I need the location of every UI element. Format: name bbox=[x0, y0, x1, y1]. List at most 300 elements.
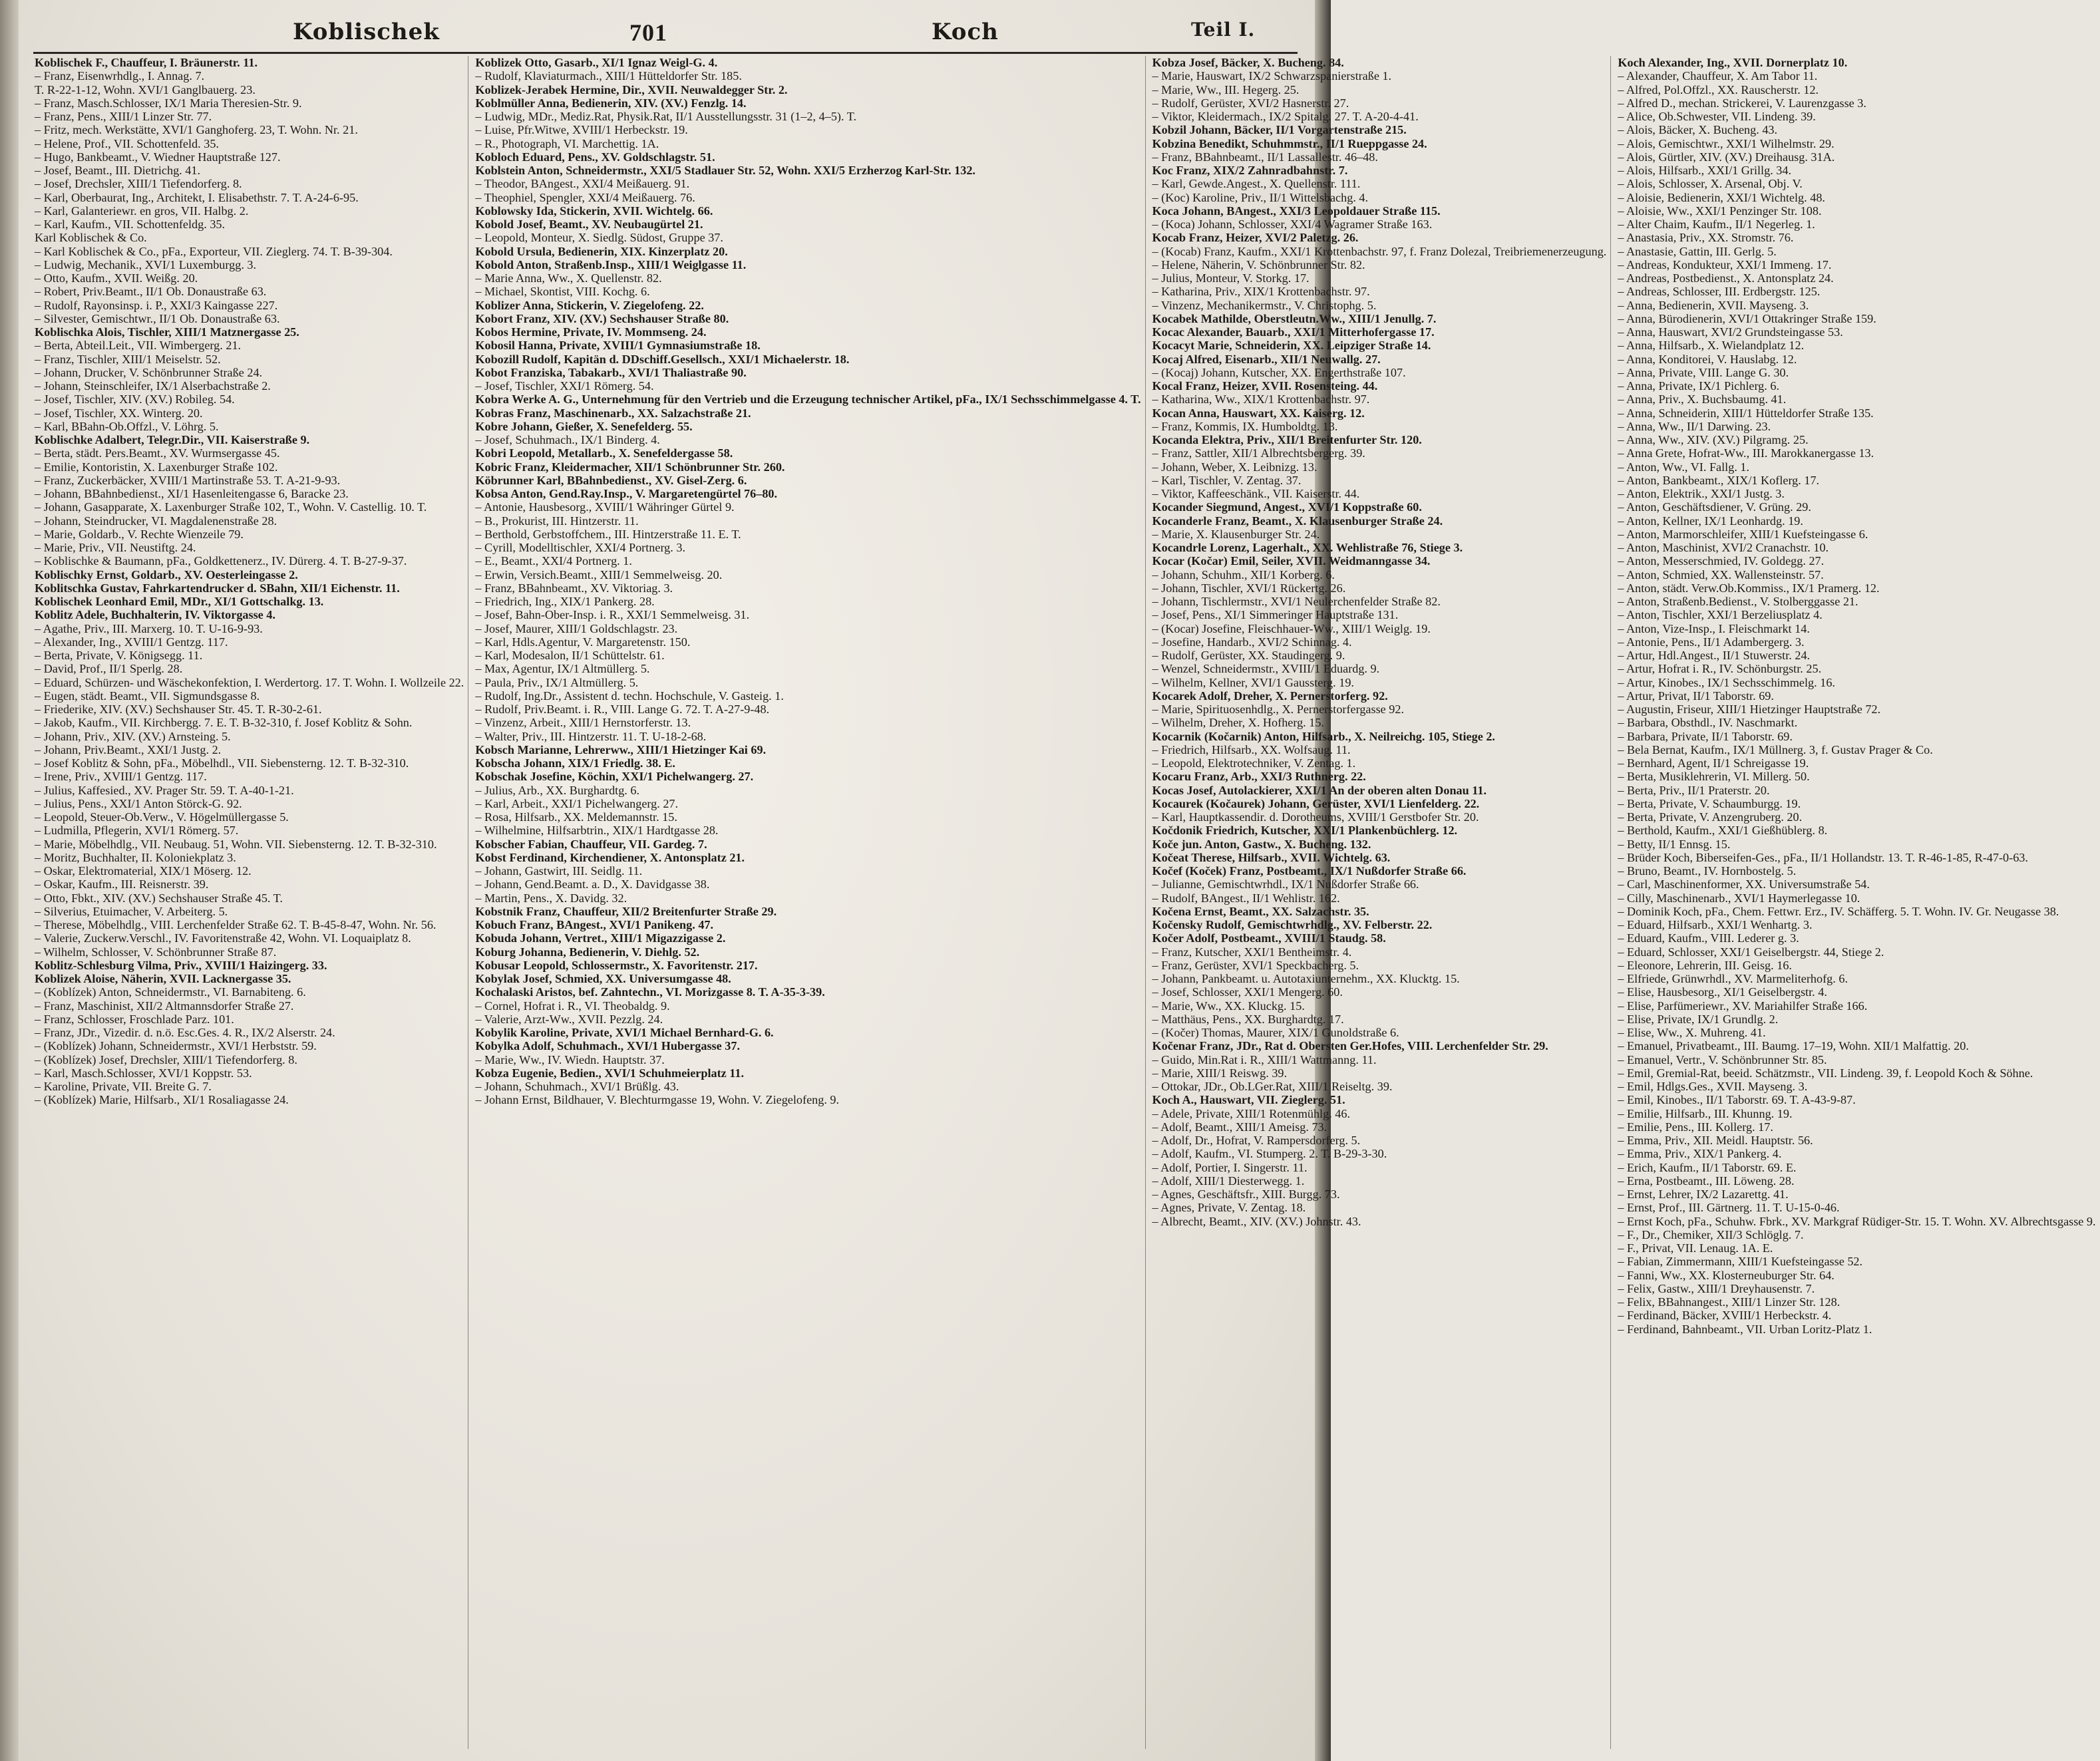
directory-entry: – Aloisie, Bedienerin, XXI/1 Wichtelg. 48. bbox=[1618, 190, 1825, 204]
directory-entry: – Guido, Min.Rat i. R., XIII/1 Wattmanng. 11. bbox=[1152, 1052, 1377, 1066]
directory-entry: Kočeat Therese, Hilfsarb., XVII. Wichtelg. 63. bbox=[1152, 850, 1391, 864]
directory-entry: – Wenzel, Schneidermstr., XVIII/1 Eduardg. 9. bbox=[1152, 662, 1380, 676]
directory-entry: – (Kočer) Thomas, Maurer, XIX/1 Gunoldstraße 6. bbox=[1152, 1026, 1399, 1039]
directory-entry: – Karoline, Private, VII. Breite G. 7. bbox=[35, 1080, 212, 1093]
header-right-keyword: Koch bbox=[932, 19, 999, 45]
directory-entry: Kobzina Benedikt, Schuhmmstr., II/1 Rueppgasse 24. bbox=[1152, 136, 1427, 150]
directory-entry: Koblischke Adalbert, Telegr.Dir., VII. Kaiserstraße 9. bbox=[35, 433, 310, 446]
directory-entry: – Friedrich, Hilfsarb., XX. Wolfsaug. 11. bbox=[1152, 742, 1351, 756]
directory-entry: – Emil, Hdlgs.Ges., XVII. Mayseng. 3. bbox=[1618, 1080, 1808, 1093]
directory-entry: – (Koca) Johann, Schlosser, XXI/4 Wagramer Straße 163. bbox=[1152, 218, 1433, 231]
directory-entry: Kobylik Karoline, Private, XVI/1 Michael Bernhard-G. 6. bbox=[475, 1026, 774, 1039]
directory-entry: – Alexander, Chauffeur, X. Am Tabor 11. bbox=[1618, 69, 1818, 83]
directory-entry: – Franz, Gerüster, XVI/1 Speckbacherg. 5. bbox=[1152, 958, 1359, 972]
directory-entry: – Johann, BBahnbedienst., XI/1 Hasenleitengasse 6, Baracke 23. bbox=[35, 487, 349, 500]
directory-entry: – Cyrill, Modelltischler, XXI/4 Portnerg. 3. bbox=[475, 541, 685, 554]
directory-entry: – Leopold, Monteur, X. Siedlg. Südost, Gruppe 37. bbox=[475, 231, 723, 245]
directory-entry: – Max, Agentur, IX/1 Altmüllerg. 5. bbox=[475, 662, 650, 676]
directory-entry: – Adolf, Beamt., XIII/1 Ameisg. 73. bbox=[1152, 1120, 1327, 1134]
directory-entry: – Wilhelm, Schlosser, V. Schönbrunner Straße 87. bbox=[35, 945, 277, 959]
directory-entry: Kobza Eugenie, Bedien., XVI/1 Schuhmeierplatz 11. bbox=[475, 1066, 745, 1080]
directory-entry: – Johann, Priv.Beamt., XXI/1 Justg. 2. bbox=[35, 742, 222, 756]
directory-entry: Kočensky Rudolf, Gemischtwrhdlg., XV. Felberstr. 22. bbox=[1152, 918, 1433, 931]
directory-entry: – Anna, Konditorei, V. Hauslabg. 12. bbox=[1618, 352, 1797, 366]
directory-entry: – Berta, Abteil.Leit., VII. Wimbergerg. 21. bbox=[35, 339, 242, 353]
directory-entry: – Carl, Maschinenformer, XX. Universumstraße 54. bbox=[1618, 878, 1870, 891]
directory-entry: – Emma, Priv., XIX/1 Pankerg. 4. bbox=[1618, 1147, 1782, 1161]
directory-entry: – Martin, Pens., X. Davidg. 32. bbox=[475, 891, 627, 905]
directory-entry: – Adolf, Kaufm., VI. Stumperg. 2. T. B-29-3-30. bbox=[1152, 1147, 1387, 1161]
directory-entry: – Matthäus, Pens., XX. Burghardtg. 17. bbox=[1152, 1012, 1344, 1026]
directory-entry: – Fabian, Zimmermann, XIII/1 Kuefsteingasse 52. bbox=[1618, 1255, 1863, 1269]
directory-entry: – Viktor, Kaffeeschänk., VII. Kaiserstr. 44. bbox=[1152, 487, 1360, 500]
directory-entry: – Franz, Pens., XIII/1 Linzer Str. 77. bbox=[35, 110, 212, 123]
directory-entry: – Agnes, Private, V. Zentag. 18. bbox=[1152, 1201, 1306, 1215]
directory-entry: – Eleonore, Lehrerin, III. Geisg. 16. bbox=[1618, 958, 1792, 972]
directory-entry: – Franz, Tischler, XIII/1 Meiselstr. 52. bbox=[35, 352, 221, 366]
directory-entry: Koblitz-Schlesburg Vilma, Priv., XVIII/1 Haizingerg. 33. bbox=[35, 958, 327, 972]
directory-entry: – Felix, BBahnangest., XIII/1 Linzer Str. 128. bbox=[1618, 1295, 1840, 1309]
directory-entry: – Berthold, Gerbstoffchem., III. Hintzerstraße 11. E. T. bbox=[475, 527, 741, 541]
directory-entry: – Karl, BBahn-Ob.Offzl., V. Löhrg. 5. bbox=[35, 419, 219, 433]
directory-entry: – Julius, Monteur, V. Storkg. 17. bbox=[1152, 271, 1310, 285]
directory-entry: – Eduard, Hilfsarb., XXI/1 Wenhartg. 3. bbox=[1618, 918, 1813, 931]
directory-entry: Kobylka Adolf, Schuhmach., XVI/1 Hubergasse 37. bbox=[475, 1039, 740, 1053]
directory-entry: Kočef (Koček) Franz, Postbeamt., IX/1 Nußdorfer Straße 66. bbox=[1152, 864, 1467, 878]
directory-entry: – Johann, Gasapparate, X. Laxenburger Straße 102, T., Wohn. V. Castellig. 10. T. bbox=[35, 500, 427, 514]
directory-entry: – (Koblízek) Marie, Hilfsarb., XI/1 Rosaliagasse 24. bbox=[35, 1093, 289, 1107]
directory-entry: Kocal Franz, Heizer, XVII. Rosensteing. 44. bbox=[1152, 379, 1378, 393]
directory-entry: T. R-22-1-12, Wohn. XVI/1 Ganglbauerg. 23. bbox=[35, 82, 256, 96]
directory-entry: – Elise, Ww., X. Muhreng. 41. bbox=[1618, 1026, 1766, 1039]
directory-entry: – Franz, Schlosser, Froschlade Parz. 101. bbox=[35, 1012, 234, 1026]
directory-entry: – Anton, Tischler, XXI/1 Berzeliusplatz 4. bbox=[1618, 608, 1823, 622]
directory-entry: – Rudolf, Gerüster, XVI/2 Hasnerstr. 27. bbox=[1152, 96, 1349, 110]
directory-entry: – Theophiel, Spengler, XXI/4 Meißauerg. 76. bbox=[475, 190, 695, 204]
directory-entry: – Anton, Vize-Insp., I. Fleischmarkt 14. bbox=[1618, 621, 1810, 635]
directory-entry: Kobric Franz, Kleidermacher, XII/1 Schönbrunner Str. 260. bbox=[475, 460, 785, 474]
directory-entry: – Karl, Gewde.Angest., X. Quellenstr. 111. bbox=[1152, 177, 1361, 191]
directory-entry: Kobozill Rudolf, Kapitän d. DDschiff.Gesellsch., XXI/1 Michaelerstr. 18. bbox=[475, 352, 850, 366]
directory-entry: – Josef, Schuhmach., IX/1 Binderg. 4. bbox=[475, 433, 660, 446]
directory-entry: – Bela Bernat, Kaufm., IX/1 Müllnerg. 3, f. Gustav Prager & Co. bbox=[1618, 742, 1933, 756]
directory-entry: – Karl, Modesalon, II/1 Schüttelstr. 61. bbox=[475, 649, 665, 662]
directory-entry: – Artur, Hdl.Angest., II/1 Stuwerstr. 24. bbox=[1618, 649, 1811, 662]
directory-entry: – Wilhelm, Dreher, X. Hofherg. 15. bbox=[1152, 716, 1325, 730]
directory-entry: – Elise, Hausbesorg., XI/1 Geiselbergstr. 4. bbox=[1618, 985, 1827, 999]
directory-entry: – Emanuel, Privatbeamt., III. Baumg. 17–19, Wohn. XII/1 Malfattig. 20. bbox=[1618, 1039, 1969, 1053]
header-left-keyword: Koblischek bbox=[293, 19, 440, 45]
directory-entry: – Johann, Priv., XIV. (XV.) Arnsteing. 5. bbox=[35, 729, 231, 743]
directory-entry: – Marie Anna, Ww., X. Quellenstr. 82. bbox=[475, 271, 662, 285]
directory-entry: – Marie, X. Klausenburger Str. 24. bbox=[1152, 527, 1320, 541]
directory-entry: – Johann, Tischlermstr., XVI/1 Neulerchenfelder Straße 82. bbox=[1152, 595, 1441, 608]
directory-entry: – Johann, Schuhmach., XVI/1 Brüßlg. 43. bbox=[475, 1080, 679, 1093]
directory-entry: – Franz, Maschinist, XII/2 Altmannsdorfer Straße 27. bbox=[35, 999, 294, 1013]
directory-entry: – Therese, Möbelhdlg., VIII. Lerchenfelder Straße 62. T. B-45-8-47, Wohn. Nr. 56. bbox=[35, 918, 437, 931]
directory-entry: Koblitschka Gustav, Fahrkartendrucker d. SBahn, XII/1 Eichenstr. 11. bbox=[35, 581, 400, 595]
directory-entry: – Otto, Fbkt., XIV. (XV.) Sechshauser Straße 45. T. bbox=[35, 891, 283, 905]
directory-entry: – F., Dr., Chemiker, XII/3 Schlöglg. 7. bbox=[1618, 1227, 1804, 1241]
directory-entry: – Anna, Bürodienerin, XVI/1 Ottakringer Straße 159. bbox=[1618, 311, 1876, 325]
directory-entry: – Josef Koblitz & Sohn, pFa., Möbelhdl., VII. Siebensterng. 12. T. B-32-310. bbox=[35, 756, 409, 770]
directory-entry: – Alois, Bäcker, X. Bucheng. 43. bbox=[1618, 123, 1778, 137]
directory-entry: – Barbara, Obsthdl., IV. Naschmarkt. bbox=[1618, 716, 1798, 730]
directory-entry: – Andreas, Postbedienst., X. Antonsplatz 24. bbox=[1618, 271, 1834, 285]
directory-entry: Koblischek Leonhard Emil, MDr., XI/1 Gottschalkg. 13. bbox=[35, 595, 324, 608]
directory-entry: – Alexander, Ing., XVIII/1 Gentzg. 117. bbox=[35, 635, 228, 649]
directory-entry: – Leopold, Steuer-Ob.Verw., V. Högelmüllergasse 5. bbox=[35, 810, 289, 824]
directory-entry: Koblizek Aloise, Näherin, XVII. Lacknergasse 35. bbox=[35, 972, 291, 985]
directory-entry: Koblischka Alois, Tischler, XIII/1 Matznergasse 25. bbox=[35, 325, 299, 339]
directory-entry: – Elise, Parfümeriewr., XV. Mariahilfer Straße 166. bbox=[1618, 999, 1868, 1013]
directory-entry: – Viktor, Kleidermach., IX/2 Spitalg. 27. T. A-20-4-41. bbox=[1152, 110, 1419, 123]
directory-columns bbox=[35, 56, 2096, 1749]
directory-entry: – Andreas, Schlosser, III. Erdbergstr. 125. bbox=[1618, 285, 1821, 299]
directory-entry: – Rudolf, Gerüster, XX. Staudingerg. 9. bbox=[1152, 649, 1345, 662]
directory-entry: – Marie, Möbelhdlg., VII. Neubaug. 51, Wohn. VII. Siebensterng. 12. T. B-32-310. bbox=[35, 837, 437, 851]
directory-entry: – Rudolf, Ing.Dr., Assistent d. techn. Hochschule, V. Gasteig. 1. bbox=[475, 689, 784, 703]
directory-entry: Kochalaski Aristos, bef. Zahntechn., VI. Morizgasse 8. T. A-35-3-39. bbox=[475, 985, 825, 999]
directory-entry: Kobstnik Franz, Chauffeur, XII/2 Breitenfurter Straße 29. bbox=[475, 904, 777, 918]
directory-entry: – Josefine, Handarb., XVI/2 Schinnag. 4. bbox=[1152, 635, 1352, 649]
directory-entry: – Michael, Skontist, VIII. Kochg. 6. bbox=[475, 285, 650, 299]
directory-entry: – Wilhelmine, Hilfsarbtrin., XIX/1 Hardtgasse 28. bbox=[475, 824, 719, 838]
directory-entry: Koblmüller Anna, Bedienerin, XIV. (XV.) Fenzlg. 14. bbox=[475, 96, 747, 110]
directory-entry: – Berta, Private, V. Anzengruberg. 20. bbox=[1618, 810, 1803, 824]
directory-entry: – Adolf, XIII/1 Diesterwegg. 1. bbox=[1152, 1174, 1305, 1188]
directory-entry: – Friedrich, Ing., XIX/1 Pankerg. 28. bbox=[475, 595, 655, 608]
directory-entry: – Erna, Postbeamt., III. Löweng. 28. bbox=[1618, 1174, 1795, 1188]
directory-entry: – Anna, Ww., XIV. (XV.) Pilgramg. 25. bbox=[1618, 433, 1809, 446]
directory-entry: – (Kocar) Josefine, Fleischhauer-Ww., XIII/1 Weiglg. 19. bbox=[1152, 621, 1431, 635]
directory-entry: – Karl, Hauptkassendir. d. Dorotheums, XVIII/1 Gerstbofer Str. 20. bbox=[1152, 810, 1479, 824]
directory-entry: – Alois, Schlosser, X. Arsenal, Obj. V. bbox=[1618, 177, 1803, 191]
directory-entry: – Eduard, Schlosser, XXI/1 Geiselbergstr. 44, Stiege 2. bbox=[1618, 945, 1884, 959]
directory-entry: Koblstein Anton, Schneidermstr., XXI/5 Stadlauer Str. 52, Wohn. XXI/5 Erzherzog Karl-Str. 132. bbox=[475, 164, 975, 177]
directory-entry: – Franz, BBahnbeamt., XV. Viktoriag. 3. bbox=[475, 581, 673, 595]
directory-entry: – Josef, Maurer, XIII/1 Goldschlagstr. 23. bbox=[475, 621, 678, 635]
directory-entry: – Vinzenz, Mechanikermstr., V. Christophg. 5. bbox=[1152, 298, 1377, 312]
directory-entry: Koblizek-Jerabek Hermine, Dir., XVII. Neuwaldegger Str. 2. bbox=[475, 82, 788, 96]
directory-entry: Kobzil Johann, Bäcker, II/1 Vorgartenstraße 215. bbox=[1152, 123, 1407, 137]
directory-entry: – (Koblízek) Johann, Schneidermstr., XVI/1 Herbststr. 59. bbox=[35, 1039, 317, 1053]
directory-entry: – Luise, Pfr.Witwe, XVIII/1 Herbeckstr. 19. bbox=[475, 123, 688, 137]
directory-entry: – Berta, Private, V. Königsegg. 11. bbox=[35, 649, 203, 662]
directory-entry: Kočena Ernst, Beamt., XX. Salzachstr. 35. bbox=[1152, 904, 1369, 918]
directory-entry: – Aloisie, Ww., XXI/1 Penzinger Str. 108. bbox=[1618, 204, 1822, 218]
directory-entry: – Ernst Koch, pFa., Schuhw. Fbrk., XV. Markgraf Rüdiger-Str. 15. T. Wohn. XV. Albrechtsgasse 9. bbox=[1618, 1214, 2096, 1228]
directory-entry: – Johann, Gend.Beamt. a. D., X. Davidgasse 38. bbox=[475, 878, 710, 891]
directory-entry: – Leopold, Elektrotechniker, V. Zentag. 1. bbox=[1152, 756, 1356, 770]
directory-entry: – Jakob, Kaufm., VII. Kirchbergg. 7. E. T. B-32-310, f. Josef Koblitz & Sohn. bbox=[35, 716, 413, 730]
directory-entry: – Paula, Priv., IX/1 Altmüllerg. 5. bbox=[475, 675, 639, 689]
directory-entry: – Augustin, Friseur, XIII/1 Hietzinger Hauptstraße 72. bbox=[1618, 703, 1881, 716]
directory-entry: Kobuda Johann, Vertret., XIII/1 Migazzigasse 2. bbox=[475, 931, 726, 945]
directory-entry: – Emilie, Hilfsarb., III. Khunng. 19. bbox=[1618, 1106, 1793, 1120]
directory-entry: – Alfred, Pol.Offzl., XX. Rauscherstr. 12. bbox=[1618, 82, 1819, 96]
directory-entry: – Ludwig, Mechanik., XVI/1 Luxemburgg. 3. bbox=[35, 257, 257, 271]
directory-entry: – E., Beamt., XXI/4 Portnerg. 1. bbox=[475, 554, 632, 568]
directory-entry: – Valerie, Arzt-Ww., XVII. Pezzlg. 24. bbox=[475, 1012, 663, 1026]
directory-entry: Koca Johann, BAngest., XXI/3 Leopoldauer Straße 115. bbox=[1152, 204, 1441, 218]
directory-entry: – Johann, Steinschleifer, IX/1 Alserbachstraße 2. bbox=[35, 379, 271, 393]
directory-entry: Kocaru Franz, Arb., XXI/3 Ruthnerg. 22. bbox=[1152, 770, 1366, 784]
directory-entry: Kocan Anna, Hauswart, XX. Kaiserg. 12. bbox=[1152, 406, 1365, 420]
directory-entry: Kocarek Adolf, Dreher, X. Pernerstorferg. 92. bbox=[1152, 689, 1388, 703]
directory-entry: – Silvester, Gemischtwr., II/1 Ob. Donaustraße 63. bbox=[35, 311, 280, 325]
directory-entry: – Koblischke & Baumann, pFa., Goldkettenerz., IV. Dürerg. 4. T. B-27-9-37. bbox=[35, 554, 407, 568]
directory-entry: – Julianne, Gemischtwrhdl., IX/1 Nußdorfer Straße 66. bbox=[1152, 878, 1419, 891]
directory-entry: Kobsch Marianne, Lehrerww., XIII/1 Hietzinger Kai 69. bbox=[475, 742, 767, 756]
directory-entry: – Julius, Kaffesied., XV. Prager Str. 59. T. A-40-1-21. bbox=[35, 783, 294, 797]
page-left-edge bbox=[0, 0, 19, 1761]
directory-entry: Kobloch Eduard, Pens., XV. Goldschlagstr. 51. bbox=[475, 150, 715, 164]
directory-entry: – Erich, Kaufm., II/1 Taborstr. 69. E. bbox=[1618, 1160, 1797, 1174]
directory-entry: Kocandrle Lorenz, Lagerhalt., XX. Wehlistraße 76, Stiege 3. bbox=[1152, 541, 1463, 554]
directory-entry: – Elfriede, Grünwrhdl., XV. Marmeliterhofg. 6. bbox=[1618, 972, 1848, 985]
directory-entry: – Berthold, Kaufm., XXI/1 Gießhüblerg. 8. bbox=[1618, 824, 1828, 838]
directory-entry: – Emilie, Pens., III. Kollerg. 17. bbox=[1618, 1120, 1773, 1134]
directory-entry: – Friederike, XIV. (XV.) Sechshauser Str. 45. T. R-30-2-61. bbox=[35, 703, 322, 716]
directory-entry: – Katharina, Priv., XIX/1 Krottenbachstr. 97. bbox=[1152, 285, 1370, 299]
directory-entry: – (Kocaj) Johann, Kutscher, XX. Engerthstraße 107. bbox=[1152, 365, 1406, 379]
directory-entry: – Agathe, Priv., III. Marxerg. 10. T. U-16-9-93. bbox=[35, 621, 263, 635]
directory-entry: – Antonie, Hausbesorg., XVIII/1 Währinger Gürtel 9. bbox=[475, 500, 735, 514]
directory-entry: Kocaurek (Kočaurek) Johann, Gerüster, XVI/1 Lienfelderg. 22. bbox=[1152, 796, 1480, 810]
directory-entry: – Ferdinand, Bahnbeamt., VII. Urban Loritz-Platz 1. bbox=[1618, 1322, 1872, 1336]
directory-entry: – Oskar, Kaufm., III. Reisnerstr. 39. bbox=[35, 878, 209, 891]
directory-entry: – Emanuel, Vertr., V. Schönbrunner Str. 85. bbox=[1618, 1052, 1827, 1066]
directory-entry: – Anna Grete, Hofrat-Ww., III. Marokkanergasse 13. bbox=[1618, 446, 1874, 460]
directory-entry: – Moritz, Buchhalter, II. Koloniekplatz 3. bbox=[35, 850, 236, 864]
directory-entry: Kobosil Hanna, Private, XVIII/1 Gymnasiumstraße 18. bbox=[475, 339, 761, 353]
directory-entry: – Franz, Eisenwrhdlg., I. Annag. 7. bbox=[35, 69, 205, 83]
directory-entry: – Wilhelm, Kellner, XVI/1 Gaussterg. 19. bbox=[1152, 675, 1354, 689]
directory-entry: – Agnes, Geschäftsfr., XIII. Burgg. 73. bbox=[1152, 1188, 1340, 1201]
directory-entry: – Barbara, Private, II/1 Taborstr. 69. bbox=[1618, 729, 1793, 743]
directory-entry: – Marie, Ww., XX. Kluckg. 15. bbox=[1152, 999, 1305, 1013]
directory-entry: Kobold Anton, Straßenb.Insp., XIII/1 Weiglgasse 11. bbox=[475, 257, 747, 271]
directory-entry: – Anna, Ww., II/1 Darwing. 23. bbox=[1618, 419, 1771, 433]
directory-entry: – Theodor, BAngest., XXI/4 Meißauerg. 91. bbox=[475, 177, 690, 191]
directory-entry: – Julius, Arb., XX. Burghardtg. 6. bbox=[475, 783, 640, 797]
directory-entry: – Alois, Gürtler, XIV. (XV.) Dreihausg. 31A. bbox=[1618, 150, 1835, 164]
directory-entry: – Ottokar, JDr., Ob.LGer.Rat, XIII/1 Reiseltg. 39. bbox=[1152, 1080, 1393, 1093]
directory-entry: – Anton, Bankbeamt., XIX/1 Koflerg. 17. bbox=[1618, 473, 1820, 487]
directory-entry: – Ludwig, MDr., Mediz.Rat, Physik.Rat, II/1 Ausstellungsstr. 31 (1–2, 4–5). T. bbox=[475, 110, 857, 123]
directory-entry: Kobold Josef, Beamt., XV. Neubaugürtel 21. bbox=[475, 218, 703, 231]
directory-entry: Kočenar Franz, JDr., Rat d. Obersten Ger.Hofes, VIII. Lerchenfelder Str. 29. bbox=[1152, 1039, 1548, 1053]
directory-entry: Kobscha Johann, XIX/1 Friedlg. 38. E. bbox=[475, 756, 675, 770]
directory-entry: – Johann, Tischler, XVI/1 Rückertg. 26. bbox=[1152, 581, 1346, 595]
directory-entry: Koblizek Otto, Gasarb., XI/1 Ignaz Weigl-G. 4. bbox=[475, 56, 718, 69]
directory-entry: – Anton, Geschäftsdiener, V. Grüng. 29. bbox=[1618, 500, 1811, 514]
directory-entry: – Karl, Tischler, V. Zentag. 37. bbox=[1152, 473, 1302, 487]
directory-entry: – Franz, JDr., Vizedir. d. n.ö. Esc.Ges. 4. R., IX/2 Alserstr. 24. bbox=[35, 1026, 335, 1039]
directory-entry: Kobsa Anton, Gend.Ray.Insp., V. Margaretengürtel 76–80. bbox=[475, 487, 778, 500]
directory-entry: Kobst Ferdinand, Kirchendiener, X. Antonsplatz 21. bbox=[475, 850, 745, 864]
directory-entry: – Anton, Straßenb.Bedienst., V. Stolberggasse 21. bbox=[1618, 595, 1858, 608]
directory-entry: – F., Privat, VII. Lenaug. 1A. E. bbox=[1618, 1241, 1773, 1255]
directory-entry: Kocarnik (Kočarnik) Anton, Hilfsarb., X. Neilreichg. 105, Stiege 2. bbox=[1152, 729, 1495, 743]
directory-entry: – Otto, Kaufm., XVII. Weißg. 20. bbox=[35, 271, 198, 285]
directory-entry: – Johann Ernst, Bildhauer, V. Blechturmgasse 19, Wohn. V. Ziegelofeng. 9. bbox=[475, 1093, 840, 1107]
directory-entry: – Artur, Privat, II/1 Taborstr. 69. bbox=[1618, 689, 1774, 703]
directory-entry: – Karl, Kaufm., VII. Schottenfeldg. 35. bbox=[35, 218, 226, 231]
directory-entry: – Josef, Drechsler, XIII/1 Tiefendorferg. 8. bbox=[35, 177, 242, 191]
directory-entry: – Karl Koblischek & Co., pFa., Exporteur, VII. Zieglerg. 74. T. B-39-304. bbox=[35, 244, 393, 258]
directory-entry: – Anna, Bedienerin, XVII. Mayseng. 3. bbox=[1618, 298, 1809, 312]
directory-entry: – Silverius, Etuimacher, V. Arbeiterg. 5. bbox=[35, 904, 228, 918]
directory-entry: Kobylak Josef, Schmied, XX. Universumgasse 48. bbox=[475, 972, 731, 985]
directory-entry: Kobschak Josefine, Köchin, XXI/1 Pichelwangerg. 27. bbox=[475, 770, 754, 784]
directory-entry: – Josef, Bahn-Ober-Insp. i. R., XXI/1 Semmelweisg. 31. bbox=[475, 608, 750, 622]
directory-entry: – Karl, Arbeit., XXI/1 Pichelwangerg. 27. bbox=[475, 796, 679, 810]
directory-entry: – Josef, Pens., XI/1 Simmeringer Hauptstraße 131. bbox=[1152, 608, 1399, 622]
directory-entry: – Albrecht, Beamt., XIV. (XV.) Johnstr. 43. bbox=[1152, 1214, 1361, 1228]
directory-entry: – (Koblízek) Josef, Drechsler, XIII/1 Tiefendorferg. 8. bbox=[35, 1052, 297, 1066]
directory-entry: Koblizer Anna, Stickerin, V. Ziegelofeng. 22. bbox=[475, 298, 704, 312]
directory-entry: – Robert, Priv.Beamt., II/1 Ob. Donaustraße 63. bbox=[35, 285, 267, 299]
directory-entry: – Josef, Tischler, XIV. (XV.) Robileg. 54. bbox=[35, 393, 235, 406]
header-rule bbox=[33, 52, 1298, 54]
directory-entry: – Eduard, Schürzen- und Wäschekonfektion, I. Werdertorg. 17. T. Wohn. I. Wollzeile 22. bbox=[35, 675, 464, 689]
directory-column-1 bbox=[35, 56, 468, 1749]
directory-entry: – Eduard, Kaufm., VIII. Lederer g. 3. bbox=[1618, 931, 1799, 945]
directory-entry: Koblitz Adele, Buchhalterin, IV. Viktorgasse 4. bbox=[35, 608, 275, 622]
directory-entry: – Anton, städt. Verw.Ob.Kommiss., IX/1 Pramerg. 12. bbox=[1618, 581, 1880, 595]
directory-entry: – Johann, Pankbeamt. u. Autotaxiunternehm., XX. Klucktg. 15. bbox=[1152, 972, 1460, 985]
directory-entry: – Fanni, Ww., XX. Klosterneuburger Str. 64. bbox=[1618, 1268, 1835, 1282]
directory-entry: Kocaj Alfred, Eisenarb., XII/1 Neuwallg. 27. bbox=[1152, 352, 1381, 366]
directory-entry: – Rosa, Hilfsarb., XX. Meldemannstr. 15. bbox=[475, 810, 677, 824]
directory-entry: Kočer Adolf, Postbeamt., XVIII/1 Staudg. 58. bbox=[1152, 931, 1386, 945]
directory-entry: – Marie, Spirituosenhdlg., X. Pernerstorfergasse 92. bbox=[1152, 703, 1405, 716]
directory-entry: Koch A., Hauswart, VII. Zieglerg. 51. bbox=[1152, 1093, 1345, 1107]
directory-entry: – Anastasie, Gattin, III. Gerlg. 5. bbox=[1618, 244, 1777, 258]
directory-entry: – Franz, Kommis, IX. Humboldtg. 13. bbox=[1152, 419, 1338, 433]
directory-entry: – Cornel, Hofrat i. R., VI. Theobaldg. 9. bbox=[475, 999, 670, 1013]
directory-entry: Kocas Josef, Autolackierer, XXI/1 An der oberen alten Donau 11. bbox=[1152, 783, 1487, 797]
directory-entry: Kobra Werke A. G., Unternehmung für den Vertrieb und die Erzeugung technischer Artikel, pFa., IX/1 Sechsschimmelgasse 4. T. bbox=[475, 393, 1141, 406]
directory-entry: – Bruno, Beamt., IV. Hornbostelg. 5. bbox=[1618, 864, 1797, 878]
directory-entry: – Emil, Kinobes., II/1 Taborstr. 69. T. A-43-9-87. bbox=[1618, 1093, 1856, 1107]
directory-column-3 bbox=[1152, 56, 1612, 1749]
directory-entry: – Emma, Priv., XII. Meidl. Hauptstr. 56. bbox=[1618, 1134, 1813, 1147]
directory-entry: – Anna, Schneiderin, XIII/1 Hütteldorfer Straße 135. bbox=[1618, 406, 1874, 420]
directory-entry: – Johann, Weber, X. Leibnizg. 13. bbox=[1152, 460, 1317, 474]
directory-entry: – Hugo, Bankbeamt., V. Wiedner Hauptstraße 127. bbox=[35, 150, 281, 164]
directory-entry: – Andreas, Kondukteur, XXI/1 Immeng. 17. bbox=[1618, 257, 1832, 271]
directory-entry: – Karl, Hdls.Agentur, V. Margaretenstr. 150. bbox=[475, 635, 691, 649]
directory-entry: – Alois, Gemischtwr., XXI/1 Wilhelmstr. 29. bbox=[1618, 136, 1835, 150]
directory-entry: Kobri Leopold, Metallarb., X. Senefeldergasse 58. bbox=[475, 446, 733, 460]
directory-entry: – Marie, Ww., III. Hegerg. 25. bbox=[1152, 82, 1300, 96]
directory-entry: – Franz, BBahnbeamt., II/1 Lassallestr. 46–48. bbox=[1152, 150, 1378, 164]
directory-entry: – Marie, Ww., IV. Wiedn. Hauptstr. 37. bbox=[475, 1052, 665, 1066]
directory-entry: – Julius, Pens., XXI/1 Anton Störck-G. 92. bbox=[35, 796, 242, 810]
directory-entry: – Artur, Kinobes., IX/1 Sechsschimmelg. 16. bbox=[1618, 675, 1835, 689]
directory-entry: Koblischek F., Chauffeur, I. Bräunerstr. 11. bbox=[35, 56, 258, 69]
directory-entry: Kobscher Fabian, Chauffeur, VII. Gardeg. 7. bbox=[475, 837, 707, 851]
directory-entry: – Marie, Priv., VII. Neustiftg. 24. bbox=[35, 541, 196, 554]
directory-entry: Kocanda Elektra, Priv., XII/1 Breitenfurter Str. 120. bbox=[1152, 433, 1422, 446]
directory-entry: – Rudolf, Klaviaturmach., XIII/1 Hütteldorfer Str. 185. bbox=[475, 69, 742, 83]
directory-entry: – Ferdinand, Bäcker, XVIII/1 Herbeckstr. 4. bbox=[1618, 1309, 1832, 1323]
directory-entry: Kocanderle Franz, Beamt., X. Klausenburger Straße 24. bbox=[1152, 514, 1443, 528]
directory-entry: – (Kocab) Franz, Kaufm., XXI/1 Krottenbachstr. 97, f. Franz Dolezal, Treibriemenerzeugung. bbox=[1152, 244, 1607, 258]
directory-entry: – Rudolf, BAngest., II/1 Wehlistr. 162. bbox=[1152, 891, 1340, 905]
directory-entry: – Johann, Drucker, V. Schönbrunner Straße 24. bbox=[35, 365, 263, 379]
directory-entry: – Anton, Maschinist, XVI/2 Cranachstr. 10. bbox=[1618, 541, 1829, 554]
directory-entry: Kobold Ursula, Bedienerin, XIX. Kinzerplatz 20. bbox=[475, 244, 728, 258]
directory-entry: – Emilie, Kontoristin, X. Laxenburger Straße 102. bbox=[35, 460, 278, 474]
directory-entry: – Anna, Hauswart, XVI/2 Grundsteingasse 53. bbox=[1618, 325, 1843, 339]
directory-entry: – Karl, Masch.Schlosser, XVI/1 Koppstr. 53. bbox=[35, 1066, 252, 1080]
directory-entry: – Cilly, Maschinenarb., XVI/1 Haymerlegasse 10. bbox=[1618, 891, 1860, 905]
directory-entry: – Felix, Gastw., XIII/1 Dreyhausenstr. 7. bbox=[1618, 1281, 1815, 1295]
directory-entry: Kobuch Franz, BAngest., XVI/1 Panikeng. 47. bbox=[475, 918, 714, 931]
directory-entry: – David, Prof., II/1 Sperlg. 28. bbox=[35, 662, 183, 676]
directory-entry: – Franz, Zuckerbäcker, XVIII/1 Martinstraße 53. T. A-21-9-93. bbox=[35, 473, 341, 487]
directory-entry: – Johann, Steindrucker, VI. Magdalenenstraße 28. bbox=[35, 514, 277, 528]
directory-entry: – Adele, Private, XIII/1 Rotenmühlg. 46. bbox=[1152, 1106, 1351, 1120]
directory-entry: – Erwin, Versich.Beamt., XIII/1 Semmelweisg. 20. bbox=[475, 567, 723, 581]
directory-entry: – Alter Chaim, Kaufm., II/1 Negerleg. 1. bbox=[1618, 218, 1815, 231]
directory-entry: – Adolf, Dr., Hofrat, V. Rampersdorferg. 5. bbox=[1152, 1134, 1361, 1147]
directory-entry: – Katharina, Ww., XIX/1 Krottenbachstr. 97. bbox=[1152, 393, 1370, 406]
directory-entry: – Anton, Ww., VI. Fallg. 1. bbox=[1618, 460, 1750, 474]
directory-entry: Koburg Johanna, Bedienerin, V. Diehlg. 52. bbox=[475, 945, 700, 959]
directory-entry: – Berta, Private, V. Schaumburgg. 19. bbox=[1618, 796, 1801, 810]
directory-entry: Kocab Franz, Heizer, XVI/2 Paletzg. 26. bbox=[1152, 231, 1359, 245]
directory-entry: – Marie, Hauswart, IX/2 Schwarzspanierstraße 1. bbox=[1152, 69, 1392, 83]
directory-entry: – Eugen, städt. Beamt., VII. Sigmundsgasse 8. bbox=[35, 689, 260, 703]
directory-entry: – Ludmilla, Pflegerin, XVI/1 Römerg. 57. bbox=[35, 824, 239, 838]
directory-entry: – Artur, Hofrat i. R., IV. Schönburgstr. 25. bbox=[1618, 662, 1822, 676]
directory-entry: – Irene, Priv., XVIII/1 Gentzg. 117. bbox=[35, 770, 207, 784]
directory-entry: – Bernhard, Agent, II/1 Schreigasse 19. bbox=[1618, 756, 1809, 770]
directory-entry: – Franz, Masch.Schlosser, IX/1 Maria Theresien-Str. 9. bbox=[35, 96, 302, 110]
directory-entry: – Walter, Priv., III. Hintzerstr. 11. T. U-18-2-68. bbox=[475, 729, 707, 743]
directory-entry: – Karl, Galanteriewr. en gros, VII. Halbg. 2. bbox=[35, 204, 249, 218]
directory-entry: Kocac Alexander, Bauarb., XXI/1 Mitterhofergasse 17. bbox=[1152, 325, 1435, 339]
directory-entry: – Anna, Hilfsarb., X. Wielandplatz 12. bbox=[1618, 339, 1805, 353]
directory-entry: Koch Alexander, Ing., XVII. Dornerplatz 10. bbox=[1618, 56, 1848, 69]
directory-entry: Kocacyt Marie, Schneiderin, XX. Leipziger Straße 14. bbox=[1152, 339, 1431, 353]
directory-entry: – Berta, Musiklehrerin, VI. Millerg. 50. bbox=[1618, 770, 1810, 784]
directory-entry: – Anton, Marmorschleifer, XIII/1 Kuefsteingasse 6. bbox=[1618, 527, 1868, 541]
directory-entry: Koblischky Ernst, Goldarb., XV. Oesterleingasse 2. bbox=[35, 567, 298, 581]
directory-entry: – Helene, Näherin, V. Schönbrunner Str. 82. bbox=[1152, 257, 1365, 271]
directory-entry: Kobras Franz, Maschinenarb., XX. Salzachstraße 21. bbox=[475, 406, 751, 420]
directory-entry: Kocabek Mathilde, Oberstleutn.Ww., XIII/1 Jenullg. 7. bbox=[1152, 311, 1437, 325]
directory-entry: – Anton, Kellner, IX/1 Leonhardg. 19. bbox=[1618, 514, 1803, 528]
directory-entry: – Anton, Schmied, XX. Wallensteinstr. 57. bbox=[1618, 567, 1824, 581]
directory-entry: Kobot Franziska, Tabakarb., XVI/1 Thaliastraße 90. bbox=[475, 365, 747, 379]
directory-entry: – Antonie, Pens., II/1 Adambergerg. 3. bbox=[1618, 635, 1805, 649]
directory-entry: – R., Photograph, VI. Marchettig. 1A. bbox=[475, 136, 659, 150]
directory-column-4 bbox=[1618, 56, 2099, 1749]
directory-entry: – Elise, Private, IX/1 Grundlg. 2. bbox=[1618, 1012, 1779, 1026]
directory-entry: – Anton, Elektrik., XXI/1 Justg. 3. bbox=[1618, 487, 1785, 500]
directory-entry: – Marie, Goldarb., V. Rechte Wienzeile 79. bbox=[35, 527, 244, 541]
directory-entry: – Vinzenz, Arbeit., XIII/1 Hernstorferstr. 13. bbox=[475, 716, 691, 730]
directory-entry: Koče jun. Anton, Gastw., X. Bucheng. 132. bbox=[1152, 837, 1371, 851]
directory-entry: – Rudolf, Priv.Beamt. i. R., VIII. Lange G. 72. T. A-27-9-48. bbox=[475, 703, 770, 716]
directory-entry: – Marie, XIII/1 Reiswg. 39. bbox=[1152, 1066, 1288, 1080]
